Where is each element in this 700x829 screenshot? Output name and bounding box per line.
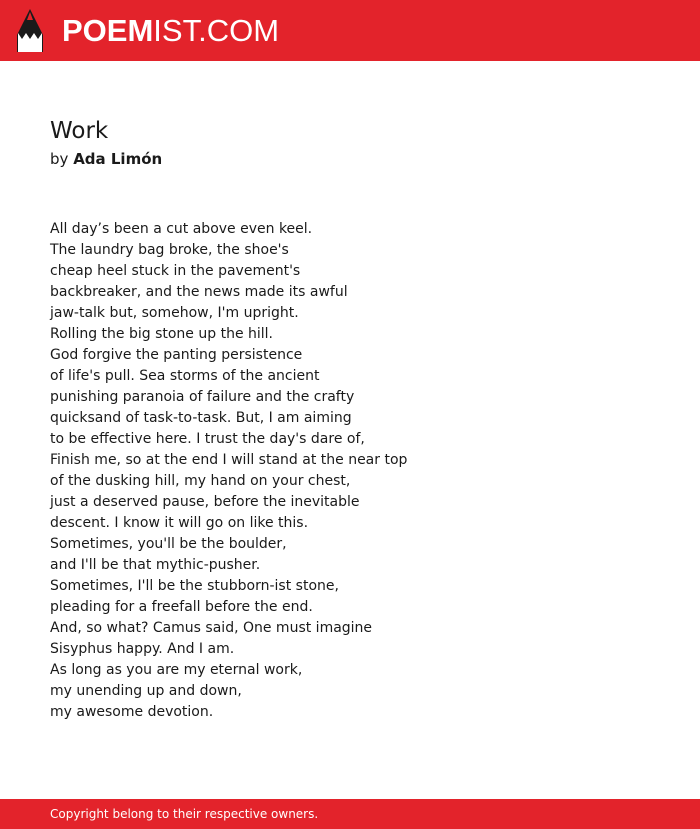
poem-line: cheap heel stuck in the pavement's (50, 263, 301, 279)
poem-line: Sisyphus happy. And I am. (50, 641, 235, 657)
poem-byline (50, 149, 162, 169)
poem-line: of the dusking hill, my hand on your chest, (50, 473, 351, 489)
poem-line: and I'll be that mythic-pusher. (50, 557, 261, 573)
poem-line: jaw-talk but, somehow, I'm upright. (50, 305, 299, 321)
poem-line: descent. I know it will go on like this. (50, 515, 309, 531)
byline-label: by (50, 150, 69, 168)
poem-line: quicksand of task-to-task. But, I am aiming (50, 410, 352, 426)
poem-line: backbreaker, and the news made its awful (50, 284, 348, 300)
poem-line: pleading for a freefall before the end. (50, 599, 313, 615)
poem-line: And, so what? Camus said, One must imagine (50, 620, 373, 636)
poem-line: As long as you are my eternal work, (50, 662, 303, 678)
logo-brand-light: IST.COM (153, 13, 280, 48)
poem-line: All day’s been a cut above even keel. (50, 221, 313, 237)
poem-line: Sometimes, I'll be the stubborn-ist stone, (50, 578, 339, 594)
poem-line: Sometimes, you'll be the boulder, (50, 536, 287, 552)
poem-line: God forgive the panting persistence (50, 347, 303, 363)
site-logo[interactable] (62, 13, 279, 49)
site-header (0, 0, 700, 61)
site-footer (0, 799, 700, 829)
poem-line: to be effective here. I trust the day's dare of, (50, 431, 365, 447)
poem-title: Work (50, 118, 109, 144)
poem-line: my awesome devotion. (50, 704, 214, 720)
pen-nib-icon[interactable] (17, 9, 43, 52)
poem-line: The laundry bag broke, the shoe's (50, 242, 289, 258)
poem-line: my unending up and down, (50, 683, 242, 699)
poem-line: Rolling the big stone up the hill. (50, 326, 273, 342)
copyright-text: Copyright belong to their respective owners. (50, 807, 319, 821)
poem-line: punishing paranoia of failure and the crafty (50, 389, 355, 405)
poem-line: Finish me, so at the end I will stand at the near top (50, 452, 408, 468)
poem-author: Ada Limón (73, 150, 163, 168)
poem-body (50, 219, 407, 723)
poem-line: just a deserved pause, before the inevitable (50, 494, 360, 510)
logo-brand-bold: POEM (62, 13, 154, 48)
poem-line: of life's pull. Sea storms of the ancient (50, 368, 320, 384)
